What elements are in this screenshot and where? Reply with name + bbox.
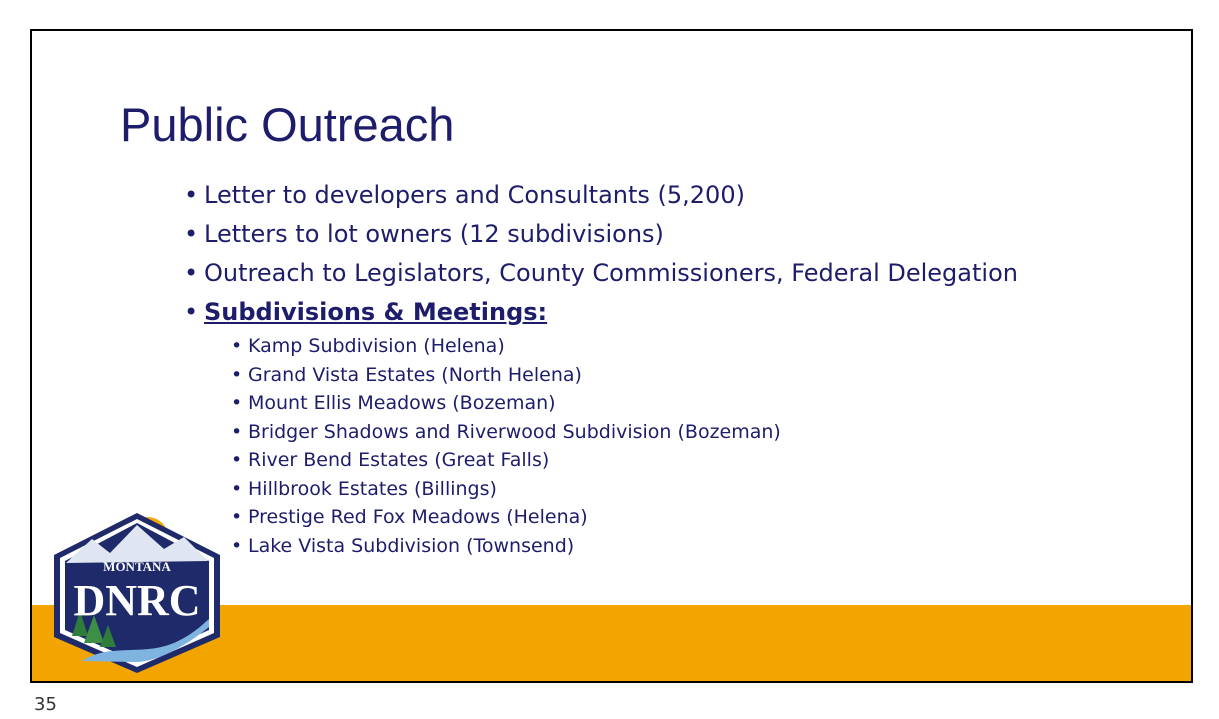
slide xyxy=(30,29,1193,683)
subdivision-list xyxy=(228,332,1018,560)
subdivisions-heading: Subdivisions & Meetings: xyxy=(204,298,548,326)
bullet-list xyxy=(184,176,1018,560)
subdivision-item: • Bridger Shadows and Riverwood Subdivision (Bozeman) xyxy=(228,418,1018,447)
mountain-icon xyxy=(66,525,208,563)
slide-title: Public Outreach xyxy=(120,98,455,151)
page-number: 35 xyxy=(34,694,57,715)
logo-top-text: MONTANA xyxy=(103,559,171,574)
bullet-item: • Outreach to Legislators, County Commissioners, Federal Delegation xyxy=(184,254,1018,293)
logo-main-text: DNRC xyxy=(73,576,201,625)
dnrc-logo xyxy=(52,511,222,675)
subdivision-item: • Lake Vista Subdivision (Townsend) xyxy=(228,532,1018,561)
subdivision-item: • Mount Ellis Meadows (Bozeman) xyxy=(228,389,1018,418)
bullet-item-subdivisions xyxy=(184,293,1018,560)
subdivision-item: • Hillbrook Estates (Billings) xyxy=(228,475,1018,504)
subdivision-item: • Grand Vista Estates (North Helena) xyxy=(228,361,1018,390)
bullet-item: • Letter to developers and Consultants (5,200) xyxy=(184,176,1018,215)
bullet-item: • Letters to lot owners (12 subdivisions) xyxy=(184,215,1018,254)
subdivision-item: • Kamp Subdivision (Helena) xyxy=(228,332,1018,361)
subdivision-item: • Prestige Red Fox Meadows (Helena) xyxy=(228,503,1018,532)
subdivision-item: • River Bend Estates (Great Falls) xyxy=(228,446,1018,475)
